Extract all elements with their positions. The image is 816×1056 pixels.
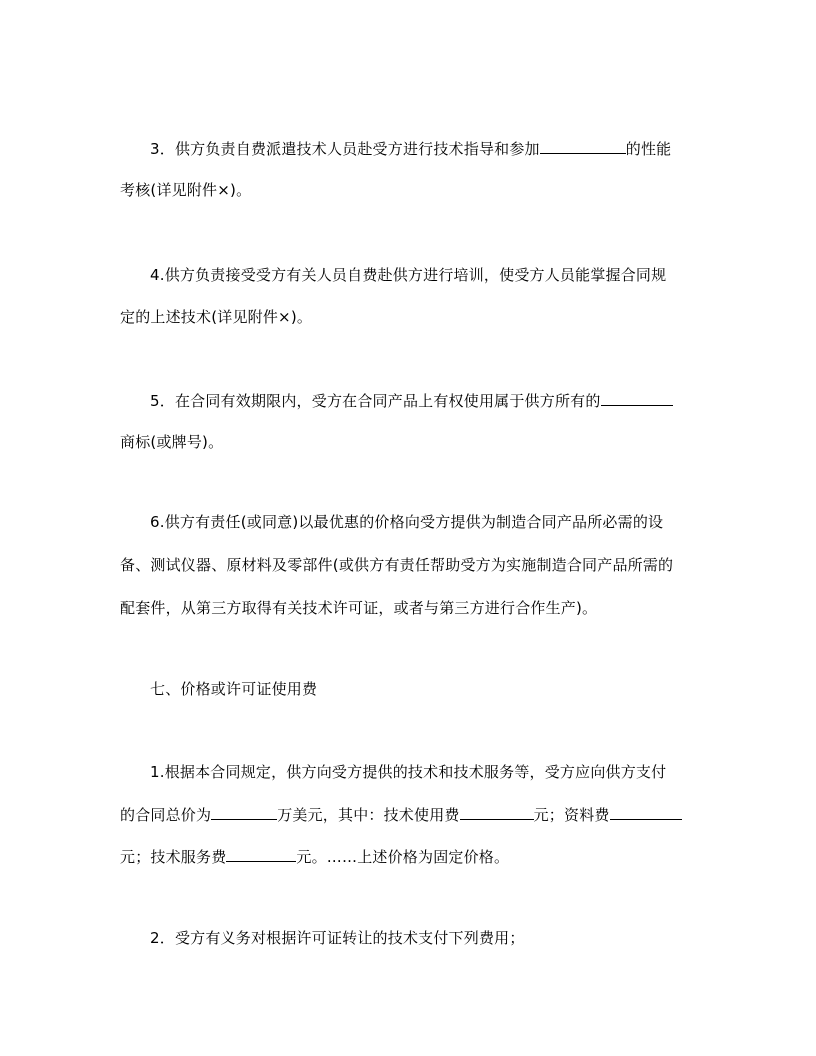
section-7-heading: 七、价格或许可证使用费 (150, 680, 318, 698)
data-fee-label: 元；资料费 (533, 806, 610, 824)
paragraph-7-1-line-3 (120, 846, 700, 867)
paragraph-6-line-1: 6.供方有责任(或同意)以最优惠的价格向受方提供为制造合同产品所必需的设 (150, 513, 664, 531)
fixed-price-text: 元。……上述价格为固定价格。 (296, 848, 510, 866)
paragraph-3-line-2: 考核(详见附件×)。 (120, 181, 252, 199)
paragraph-5-line-2: 商标(或牌号)。 (120, 433, 224, 451)
paragraph-3-text-b: 的性能 (625, 140, 672, 158)
total-price-label: 的合同总价为 (120, 806, 212, 824)
technology-fee-label: 万美元，其中：技术使用费 (277, 806, 460, 824)
blank-technology-fee (460, 804, 534, 820)
paragraph-7-1-line-2 (120, 804, 700, 825)
service-fee-label: 元；技术服务费 (120, 848, 227, 866)
blank-total-price (211, 804, 277, 820)
paragraph-4-line-1: 4.供方负责接受受方有关人员自费赴供方进行培训，使受方人员能掌握合同规 (150, 266, 667, 284)
paragraph-7-2-line-1: 2．受方有义务对根据许可证转让的技术支付下列费用； (150, 929, 525, 947)
paragraph-6-line-2: 备、测试仪器、原材料及零部件(或供方有责任帮助受方为实施制造合同产品所需的 (120, 556, 674, 574)
blank-service-fee (226, 846, 296, 862)
paragraph-5-line-1 (150, 390, 700, 411)
paragraph-5-text: 5．在合同有效期限内，受方在合同产品上有权使用属于供方所有的 (150, 392, 601, 410)
blank-trademark (601, 390, 673, 406)
paragraph-4-line-2: 定的上述技术(详见附件×)。 (120, 308, 313, 326)
paragraph-3-line-1 (150, 138, 700, 159)
paragraph-3-text-a: 3．供方负责自费派遣技术人员赴受方进行技术指导和参加 (150, 140, 540, 158)
blank-data-fee (610, 804, 682, 820)
paragraph-6-line-3: 配套件，从第三方取得有关技术许可证，或者与第三方进行合作生产)。 (120, 599, 598, 617)
paragraph-7-1-line-1: 1.根据本合同规定，供方向受方提供的技术和技术服务等，受方应向供方支付 (150, 763, 667, 781)
blank-performance-item (540, 138, 626, 154)
